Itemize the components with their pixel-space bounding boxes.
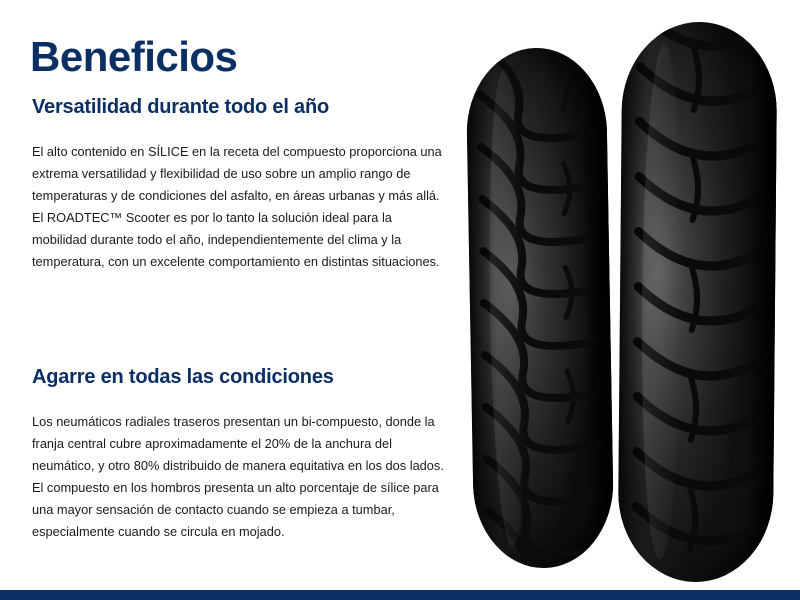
rear-tire-tread — [618, 21, 778, 582]
page-title: Beneficios — [30, 33, 238, 81]
section-heading: Versatilidad durante todo el año — [32, 96, 329, 118]
section-paragraph: El compuesto en los hombros presenta un alto porcentaje de sílice para una mayor sensación de contacto cuando se empieza a tumbar, especialmente cuando se circula en mojado. — [32, 480, 439, 539]
section-body — [32, 141, 444, 273]
tire-illustration — [460, 0, 800, 590]
section-paragraph: Los neumáticos radiales traseros presentan un bi-compuesto, donde la franja central cubre aproximadamente el 20% de la anchura del neumático, y otro 80% distribuido de manera equitativa en los dos lados. — [32, 414, 444, 473]
rear-tire — [618, 21, 778, 582]
section-heading: Agarre en todas las condiciones — [32, 366, 334, 388]
section-body — [32, 411, 444, 543]
footer-bar — [0, 590, 800, 600]
section-agarre — [32, 366, 444, 543]
section-paragraph: El ROADTEC™ Scooter es por lo tanto la solución ideal para la mobilidad durante todo el año, independientemente del clima y la temperatura, con un excelente comportamiento en distintas situaciones. — [32, 210, 440, 269]
section-versatilidad — [32, 96, 444, 273]
front-tire-tread — [465, 47, 614, 569]
section-paragraph: El alto contenido en SÍLICE en la receta del compuesto proporciona una extrema versatilidad y flexibilidad de uso sobre un amplio rango de temperaturas y de condiciones del asfalto, en áreas urbanas y más allá. — [32, 144, 442, 203]
front-tire — [465, 47, 614, 569]
